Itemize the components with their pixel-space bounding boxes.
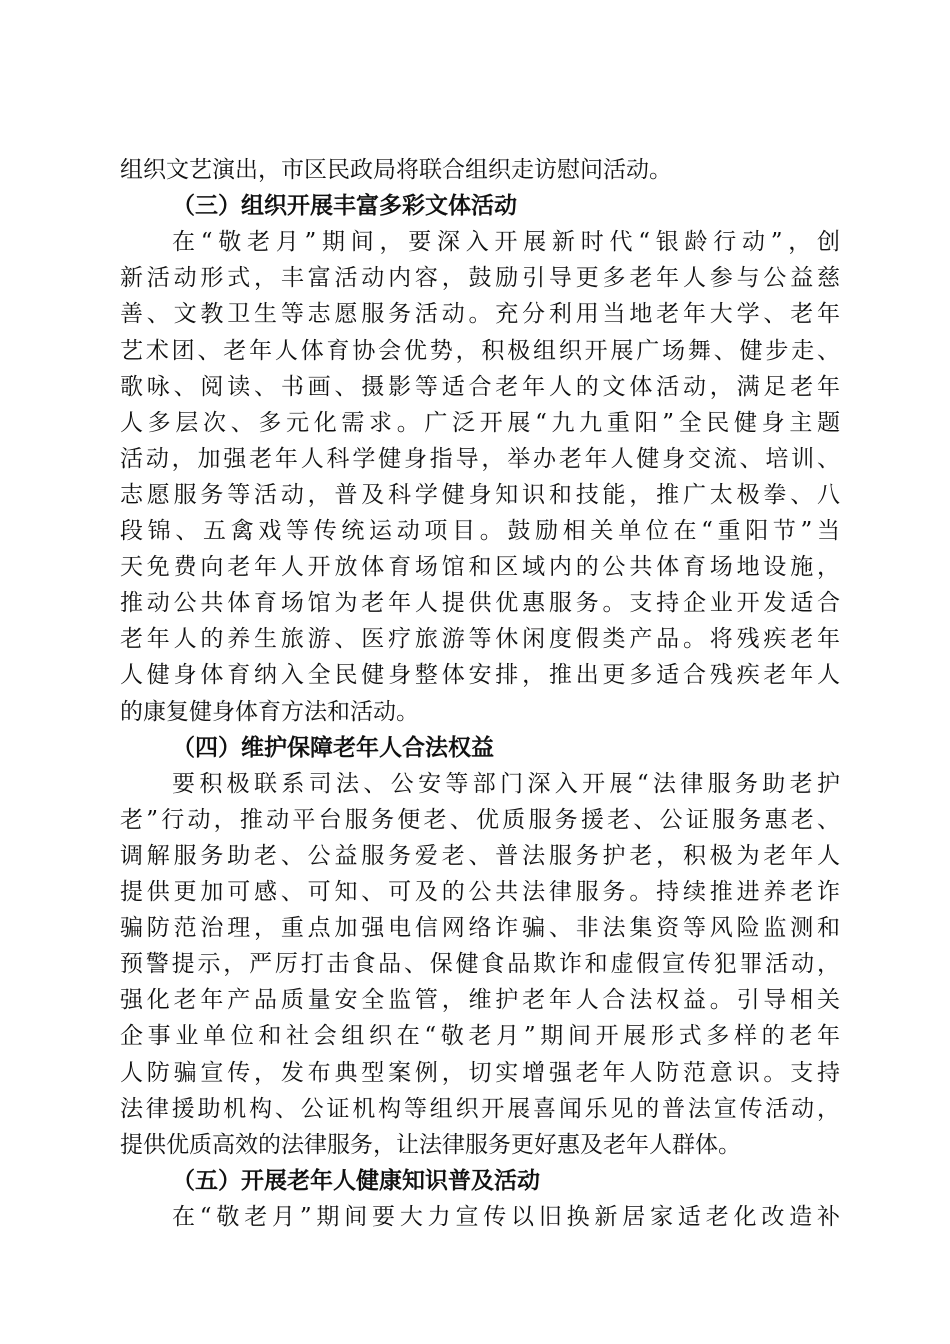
paragraph-line: 天免费向老年人开放体育场馆和区域内的公共体育场地设施， (120, 554, 840, 580)
paragraph-line: 人多层次、多元化需求。广泛开展“九九重阳”全民健身主题 (120, 410, 840, 436)
paragraph-line: 段锦、五禽戏等传统运动项目。鼓励相关单位在“重阳节”当 (120, 518, 840, 544)
section-heading-3: （三）组织开展丰富多彩文体活动 (172, 192, 517, 219)
paragraph-line: 的康复健身体育方法和活动。 (120, 699, 419, 725)
paragraph-line: 善、文教卫生等志愿服务活动。充分利用当地老年大学、老年 (120, 301, 840, 327)
paragraph-line: 调解服务助老、公益服务爱老、普法服务护老，积极为老年人 (120, 843, 840, 869)
paragraph-line: 在“敬老月”期间要大力宣传以旧换新居家适老化改造补 (172, 1204, 840, 1230)
paragraph-line: 志愿服务等活动，普及科学健身知识和技能，推广太极拳、八 (120, 482, 840, 508)
paragraph-line: 老年人的养生旅游、医疗旅游等休闲度假类产品。将残疾老年 (120, 626, 840, 652)
paragraph-line: 歌咏、阅读、书画、摄影等适合老年人的文体活动，满足老年 (120, 374, 840, 400)
paragraph-line: 要积极联系司法、公安等部门深入开展“法律服务助老护 (172, 771, 840, 797)
paragraph-line: 在“敬老月”期间，要深入开展新时代“银龄行动”，创 (172, 229, 840, 255)
paragraph-line: 企事业单位和社会组织在“敬老月”期间开展形式多样的老年 (120, 1023, 840, 1049)
paragraph-line: 新活动形式，丰富活动内容，鼓励引导更多老年人参与公益慈 (120, 265, 840, 291)
paragraph-line: 推动公共体育场馆为老年人提供优惠服务。支持企业开发适合 (120, 590, 840, 616)
paragraph-line: 预警提示，严厉打击食品、保健食品欺诈和虚假宣传犯罪活动， (120, 951, 840, 977)
paragraph-line: 法律援助机构、公证机构等组织开展喜闻乐见的普法宣传活动， (120, 1096, 840, 1122)
paragraph-line: 活动，加强老年人科学健身指导，举办老年人健身交流、培训、 (120, 446, 840, 472)
paragraph-line: 提供更加可感、可知、可及的公共法律服务。持续推进养老诈 (120, 879, 840, 905)
paragraph-line: 强化老年产品质量安全监管，维护老年人合法权益。引导相关 (120, 987, 840, 1013)
paragraph-line: 艺术团、老年人体育协会优势，积极组织开展广场舞、健步走、 (120, 338, 840, 364)
paragraph-line: 提供优质高效的法律服务，让法律服务更好惠及老年人群体。 (120, 1132, 741, 1158)
section-heading-5: （五）开展老年人健康知识普及活动 (172, 1167, 540, 1194)
paragraph-line: 老”行动，推动平台服务便老、优质服务援老、公证服务惠老、 (120, 807, 840, 833)
section-heading-4: （四）维护保障老年人合法权益 (172, 734, 494, 761)
paragraph-line: 组织文艺演出，市区民政局将联合组织走访慰问活动。 (120, 157, 672, 183)
paragraph-line: 人防骗宣传，发布典型案例，切实增强老年人防范意识。支持 (120, 1060, 840, 1086)
paragraph-line: 人健身体育纳入全民健身整体安排，推出更多适合残疾老年人 (120, 662, 840, 688)
paragraph-line: 骗防范治理，重点加强电信网络诈骗、非法集资等风险监测和 (120, 915, 840, 941)
